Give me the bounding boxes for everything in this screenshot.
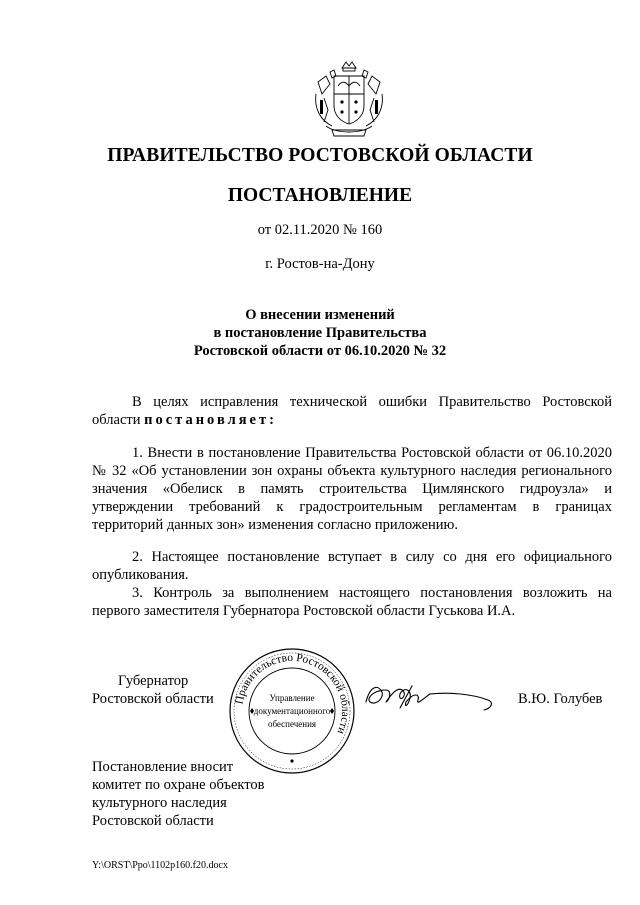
introduced-by-line-1: Постановление вносит <box>92 759 234 775</box>
organization-title: ПРАВИТЕЛЬСТВО РОСТОВСКОЙ ОБЛАСТИ <box>107 145 533 166</box>
preamble-emphasis: постановляет: <box>144 412 277 428</box>
file-path: Y:\ORST\Ppo\1102p160.f20.docx <box>92 860 228 871</box>
introduced-by-line-2: комитет по охране объектов <box>92 777 265 793</box>
document-date-number: от 02.11.2020 № 160 <box>257 222 383 238</box>
introduced-by-line-4: Ростовской области <box>92 813 214 829</box>
introduced-by-line-3: культурного наследия <box>92 795 227 811</box>
subject-line-1: О внесении изменений <box>245 307 395 323</box>
preamble-text: В целях исправления технической ошибки Правительство Ростовской области <box>92 394 612 428</box>
signer-name: В.Ю. Голубев <box>518 691 603 707</box>
official-seal <box>228 647 356 775</box>
decree-item-3: 3. Контроль за выполнением настоящего постановления возложить на первого заместителя Губернатора Ростовской области Гуськова И.А. <box>92 585 612 619</box>
document-type: ПОСТАНОВЛЕНИЕ <box>227 185 413 206</box>
seal-center-line-3: обеспечения <box>267 719 317 729</box>
subject-line-3: Ростовской области от 06.10.2020 № 32 <box>193 343 447 359</box>
subject-line-2: в постановление Правительства <box>213 325 427 341</box>
coat-of-arms-icon <box>312 60 386 140</box>
signatory-title: Губернатор <box>118 673 189 689</box>
seal-center-line-2: документационного <box>253 706 331 716</box>
preamble-paragraph <box>92 393 612 429</box>
seal-ring-text: Правительство Ростовской области <box>233 651 352 736</box>
seal-center-line-1: Управление <box>269 693 315 703</box>
decree-item-1: 1. Внести в постановление Правительства Ростовской области от 06.10.2020 № 32 «Об установлении зон охраны объекта культурного наследия регионального значения «Обелиск в память строительства Цимлянского гидроузла» и утверждении требований к градостроительным регламентам в границах территорий данных зон» изменения согласно приложению. <box>92 445 612 533</box>
signatory-region: Ростовской области <box>92 691 214 707</box>
decree-item-2: 2. Настоящее постановление вступает в силу со дня его официального опубликования. <box>92 549 612 583</box>
handwritten-signature-icon <box>360 672 500 722</box>
document-city: г. Ростов-на-Дону <box>265 256 375 272</box>
